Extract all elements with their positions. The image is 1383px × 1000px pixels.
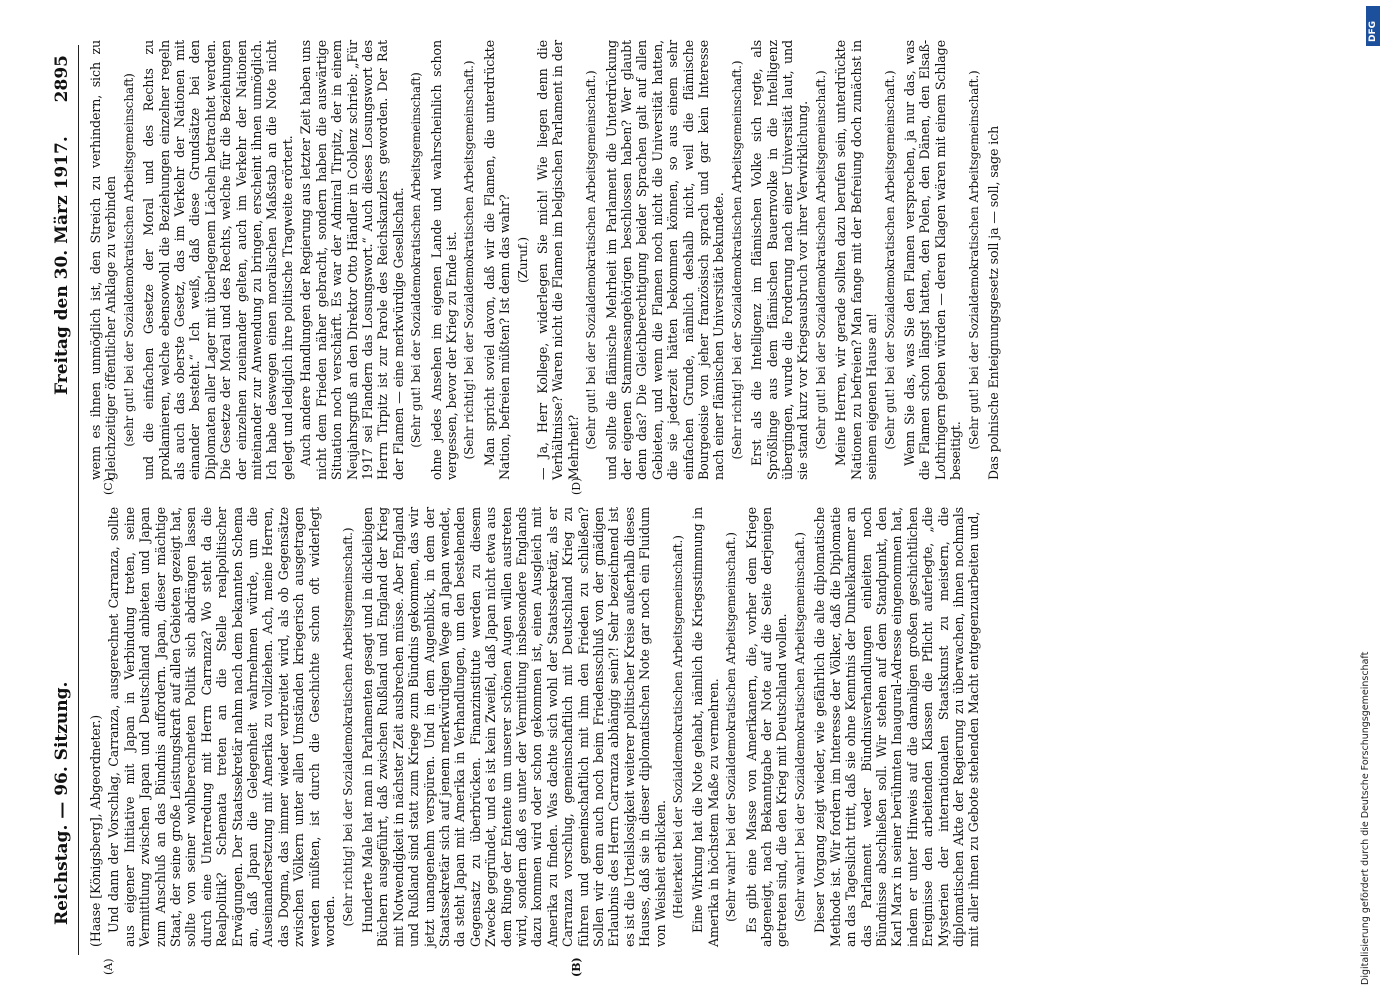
paragraph: Und dann der Vorschlag, Carranza, ausgerechnet Carranza, sollte aus eigener Initiative mit Japan in Verbindung treten, seine Vermittlung zwischen Japan und Deutschland anbieten und Japan zum Anschluß an das Bündnis auffordern. Japan, dieser mächtige Staat, der seine große Leistungskraft auf allen Gebieten gezeigt hat, sollte von seiner wohlberechneten Politik sich abdrängen lassen durch eine Unterredung mit Herrn Carranza? Wo steht da die Realpolitik? Schemata treten an die Stelle realpolitischer Erwägungen. Der Staatssekretär nahm nach dem bekannten Schema an, daß Japan die Gelegenheit wahrnehmen würde, um die Auseinandersetzung mit Amerika zu vollziehen. Ach, meine Herren, das Dogma, das immer wieder verbreitet wird, als ob Gegensätze zwischen Völkern unter allen Umständen kriegerisch ausgetragen werden müßten, ist durch die Geschichte schon oft widerlegt worden.: [106, 507, 338, 947]
interjection: (sehr gut! bei der Sozialdemokratischen Arbeitsgemeinschaft): [121, 73, 136, 447]
interjection: (Sehr wahr! bei der Sozialdemokratischen Arbeitsgemeinschaft.): [724, 532, 739, 922]
rotated-page: [10, 25, 1360, 985]
interjection: (Heiterkeit bei der Sozialdemokratischen Arbeitsgemeinschaft.): [671, 535, 686, 919]
paragraph: (Haase [Königsberg], Abgeordneter.): [88, 714, 103, 947]
paragraph: Eine Wirkung hat die Note gehabt, nämlich die Kriegsstimmung in Amerika in höchstem Maße zu vermehren.: [690, 507, 721, 947]
interjection: (Sehr richtig! bei der Sozialdemokratischen Arbeitsgemeinschaft.): [340, 527, 355, 927]
paragraph: — Ja, Herr Kollege, widerlegen Sie mich! Wie liegen denn die Verhältnisse? Waren nicht die Flamen im belgischen Parlament in der Mehrheit?: [534, 40, 581, 480]
paragraph: und die einfachen Gesetze der Moral und des Rechts zu proklamieren, welche ebensowohl die Beziehungen einzelner regeln als auch das oberste Gesetz, das im Verkehr der Nationen mit einander besteht.“ Ich weiß, daß diese Grundsätze bei den Diplomaten aller Lager mit überlegenem Lächeln betrachtet werden. Die Gesetze der Moral und des Rechts, welche für die Beziehungen der einzelnen zueinander gelten, auch im Verkehr der Nationen miteinander zur Anwendung zu bringen, erscheint ihnen unmöglich. Ich habe deswegen einen moralischen Maßstab an die Note nicht gelegt und lediglich ihre politische Tragweite erörtert.: [141, 40, 295, 480]
margin-marker-a: (A): [102, 958, 115, 975]
digitization-note: [1346, 0, 1383, 1000]
paragraph: und sollte die flämische Mehrheit im Parlament die Unterdrückung der eigenen Stammesangehörigen beschlossen haben? Wer glaubt denn das? Die Gleichberechtigung beider Sprachen galt auf allen Gebieten, und wenn die Flamen noch nicht die Universität hatten, die sie jederzeit hätten bekommen können, so aus einem sehr einfachen Grunde, nämlich deshalb nicht, weil die flämische Bourgeoisie von jeher französisch sprach und gar kein Interesse nach einer flämischen Universität bekundete.: [603, 40, 727, 480]
interjection: (Zuruf.): [515, 237, 530, 283]
page-header: [50, 45, 79, 955]
paragraph: Wenn Sie das, was Sie den Flamen versprechen, ja nur das, was die Flamen schon längst hatten, den Polen, den Dänen, den Elsaß-Lothringern geben würden — deren Klagen wären mit einem Schlage beseitigt.: [901, 40, 964, 480]
paragraph: wenn es ihnen unmöglich ist, den Streich zu verhindern, sich zu gleichzeitiger öffentlicher Anklage zu verbinden: [88, 40, 119, 480]
left-text-column: [88, 507, 985, 947]
margin-marker-c: (C): [102, 478, 115, 495]
margin-marker-d: (D): [570, 477, 583, 495]
paragraph: Auch andere Handlungen der Regierung aus letzter Zeit haben uns nicht dem Frieden näher gebracht, sondern haben die auswärtige Situation noch verschärft. Es war der Admiral Tirpitz, der in einem Neujahrsgruß an den Direktor Otto Händler in Coblenz schrieb: „Für 1917 sei Flandern das Losungswort.“ Auch dieses Losungswort des Herrn Tirpitz ist zur Parole des Reichskanzlers geworden. Der Rat der Flamen — eine merkwürdige Gesellschaft.: [298, 40, 406, 480]
margin-marker-b: (B): [570, 957, 583, 977]
page-number: 2895: [52, 55, 72, 103]
paragraph: Man spricht soviel davon, daß wir die Flamen, die unterdrückte Nation, befreien müßten? Ist denn das wahr?: [481, 40, 513, 480]
paragraph: Das polnische Enteignungsgesetz soll ja — soll, sage ich: [985, 125, 1001, 480]
interjection: (Sehr gut! bei der Sozialdemokratischen Arbeitsgemeinschaft.): [584, 70, 599, 450]
digitization-note-text: Digitalisierung gefördert durch die Deutsche Forschungsgemeinschaft: [1360, 651, 1371, 985]
interjection: (Sehr gut! bei der Sozialdemokratischen Arbeitsgemeinschaft): [409, 72, 424, 448]
interjection: (Sehr richtig! bei der Sozialdemokratischen Arbeitsgemeinschaft.): [729, 60, 744, 460]
interjection: (Sehr gut! bei der Sozialdemokratischen Arbeitsgemeinschaft.): [966, 70, 981, 450]
paragraph: Erst als die Intelligenz im flämischen Volke sich regte, als Sprößlinge aus dem flämischen Bauernvolke in die Intelligenz übergingen, wurde die Forderung nach einer Universität laut, und sie stand kurz vor Kriegsausbruch vor ihrer Verwirklichung.: [749, 40, 811, 480]
dfg-logo-text: DFG: [1368, 20, 1378, 42]
paragraph: Dieser Vorgang zeigt wieder, wie gefährlich die alte diplomatische Methode ist. Wir fordern im Interesse der Völker, daß die Diplomatie an das Tageslicht tritt, daß sie ohne Kenntnis der Dunkelkammer an das Parlament weder Bündnisverhandlungen einleiten noch Bündnisse abschließen soll. Wir stehen auf dem Standpunkt, den Karl Marx in seiner berühmten Inaugural-Adresse eingenommen hat, indem er unter Hinweis auf die damaligen großen geschichtlichen Ereignisse den arbeitenden Klassen die Pflicht auferlegte, „die Mysterien der internationalen Staatskunst zu meistern, die diplomatischen Akte der Regierung zu überwachen, ihnen nochmals mit aller ihnen zu Gebote stehenden Macht entgegenzuarbeiten und,: [812, 507, 982, 947]
header-session: Reichstag. — 96. Sitzung.: [52, 681, 72, 925]
header-date: Freitag den 30. März 1917.: [52, 136, 72, 395]
interjection: (Sehr gut! bei der Sozialdemokratischen Arbeitsgemeinschaft.): [882, 70, 897, 450]
paragraph: Meine Herren, wir gerade sollten dazu berufen sein, unterdrückte Nationen zu befreien? Man fange mit der Befreiung doch zunächst in seinem eigenen Hause an!: [833, 40, 880, 480]
paragraph: ohne jedes Ansehen im eigenen Lande und wahrscheinlich schon vergessen, bevor der Krieg zu Ende ist.: [428, 40, 459, 480]
paragraph: Es gibt eine Masse von Amerikanern, die, vorher dem Kriege abgeneigt, nach Bekanntgabe der Note auf die Seite derjenigen getreten sind, die den Krieg mit Deutschland wollen.: [743, 507, 790, 947]
interjection: (Sehr richtig! bei der Sozialdemokratischen Arbeitsgemeinschaft.): [462, 60, 477, 460]
right-text-column: [88, 40, 1004, 480]
interjection: (Sehr wahr! bei der Sozialdemokratischen Arbeitsgemeinschaft.): [792, 532, 807, 922]
interjection: (Sehr gut! bei der Sozialdemokratischen Arbeitsgemeinschaft.): [813, 70, 828, 450]
dfg-logo: [1366, 6, 1380, 46]
paragraph: Hunderte Male hat man in Parlamenten gesagt und in dickleibigen Büchern ausgeführt, daß zwischen Rußland und England der Krieg mit Notwendigkeit in nächster Zeit ausbrechen müsse. Aber England und Rußland sind statt zum Kriege zum Bündnis gekommen, das wir jetzt unangenehm verspüren. Und in dem Augenblick, in dem der Staatssekretär sich auf jenem merkwürdigen Wege an Japan wendet, da steht Japan mit Amerika in Verhandlungen, um den bestehenden Gegensatz zu überbrücken. Finanzinstitute werden zu diesem Zwecke gegründet, und es ist kein Zweifel, daß Japan nicht etwa aus dem Ringe der Entente um unserer schönen Augen willen austreten wird, sondern daß es unter der Vermittlung insbesondere Englands dazu kommen wird oder schon gekommen ist, einen Ausgleich mit Amerika zu finden. Was dachte sich wohl der Staatssekretär, als er Carranza vorschlug, gemeinschaftlich mit Deutschland Krieg zu führen und gemeinschaftlich mit ihm den Frieden zu schließen? Sollen wir denn auch noch beim Friedensschluß von der gnädigen Erlaubnis des Herrn Carranza abhängig sein?! Sehr bezeichnend ist es ist die Urteilslosigkeit weiterer politischer Kreise außerhalb dieses Hauses, daß sie in dieser diplomatischen Note gar noch ein Fluidum von Weisheit erblicken.: [359, 507, 668, 947]
